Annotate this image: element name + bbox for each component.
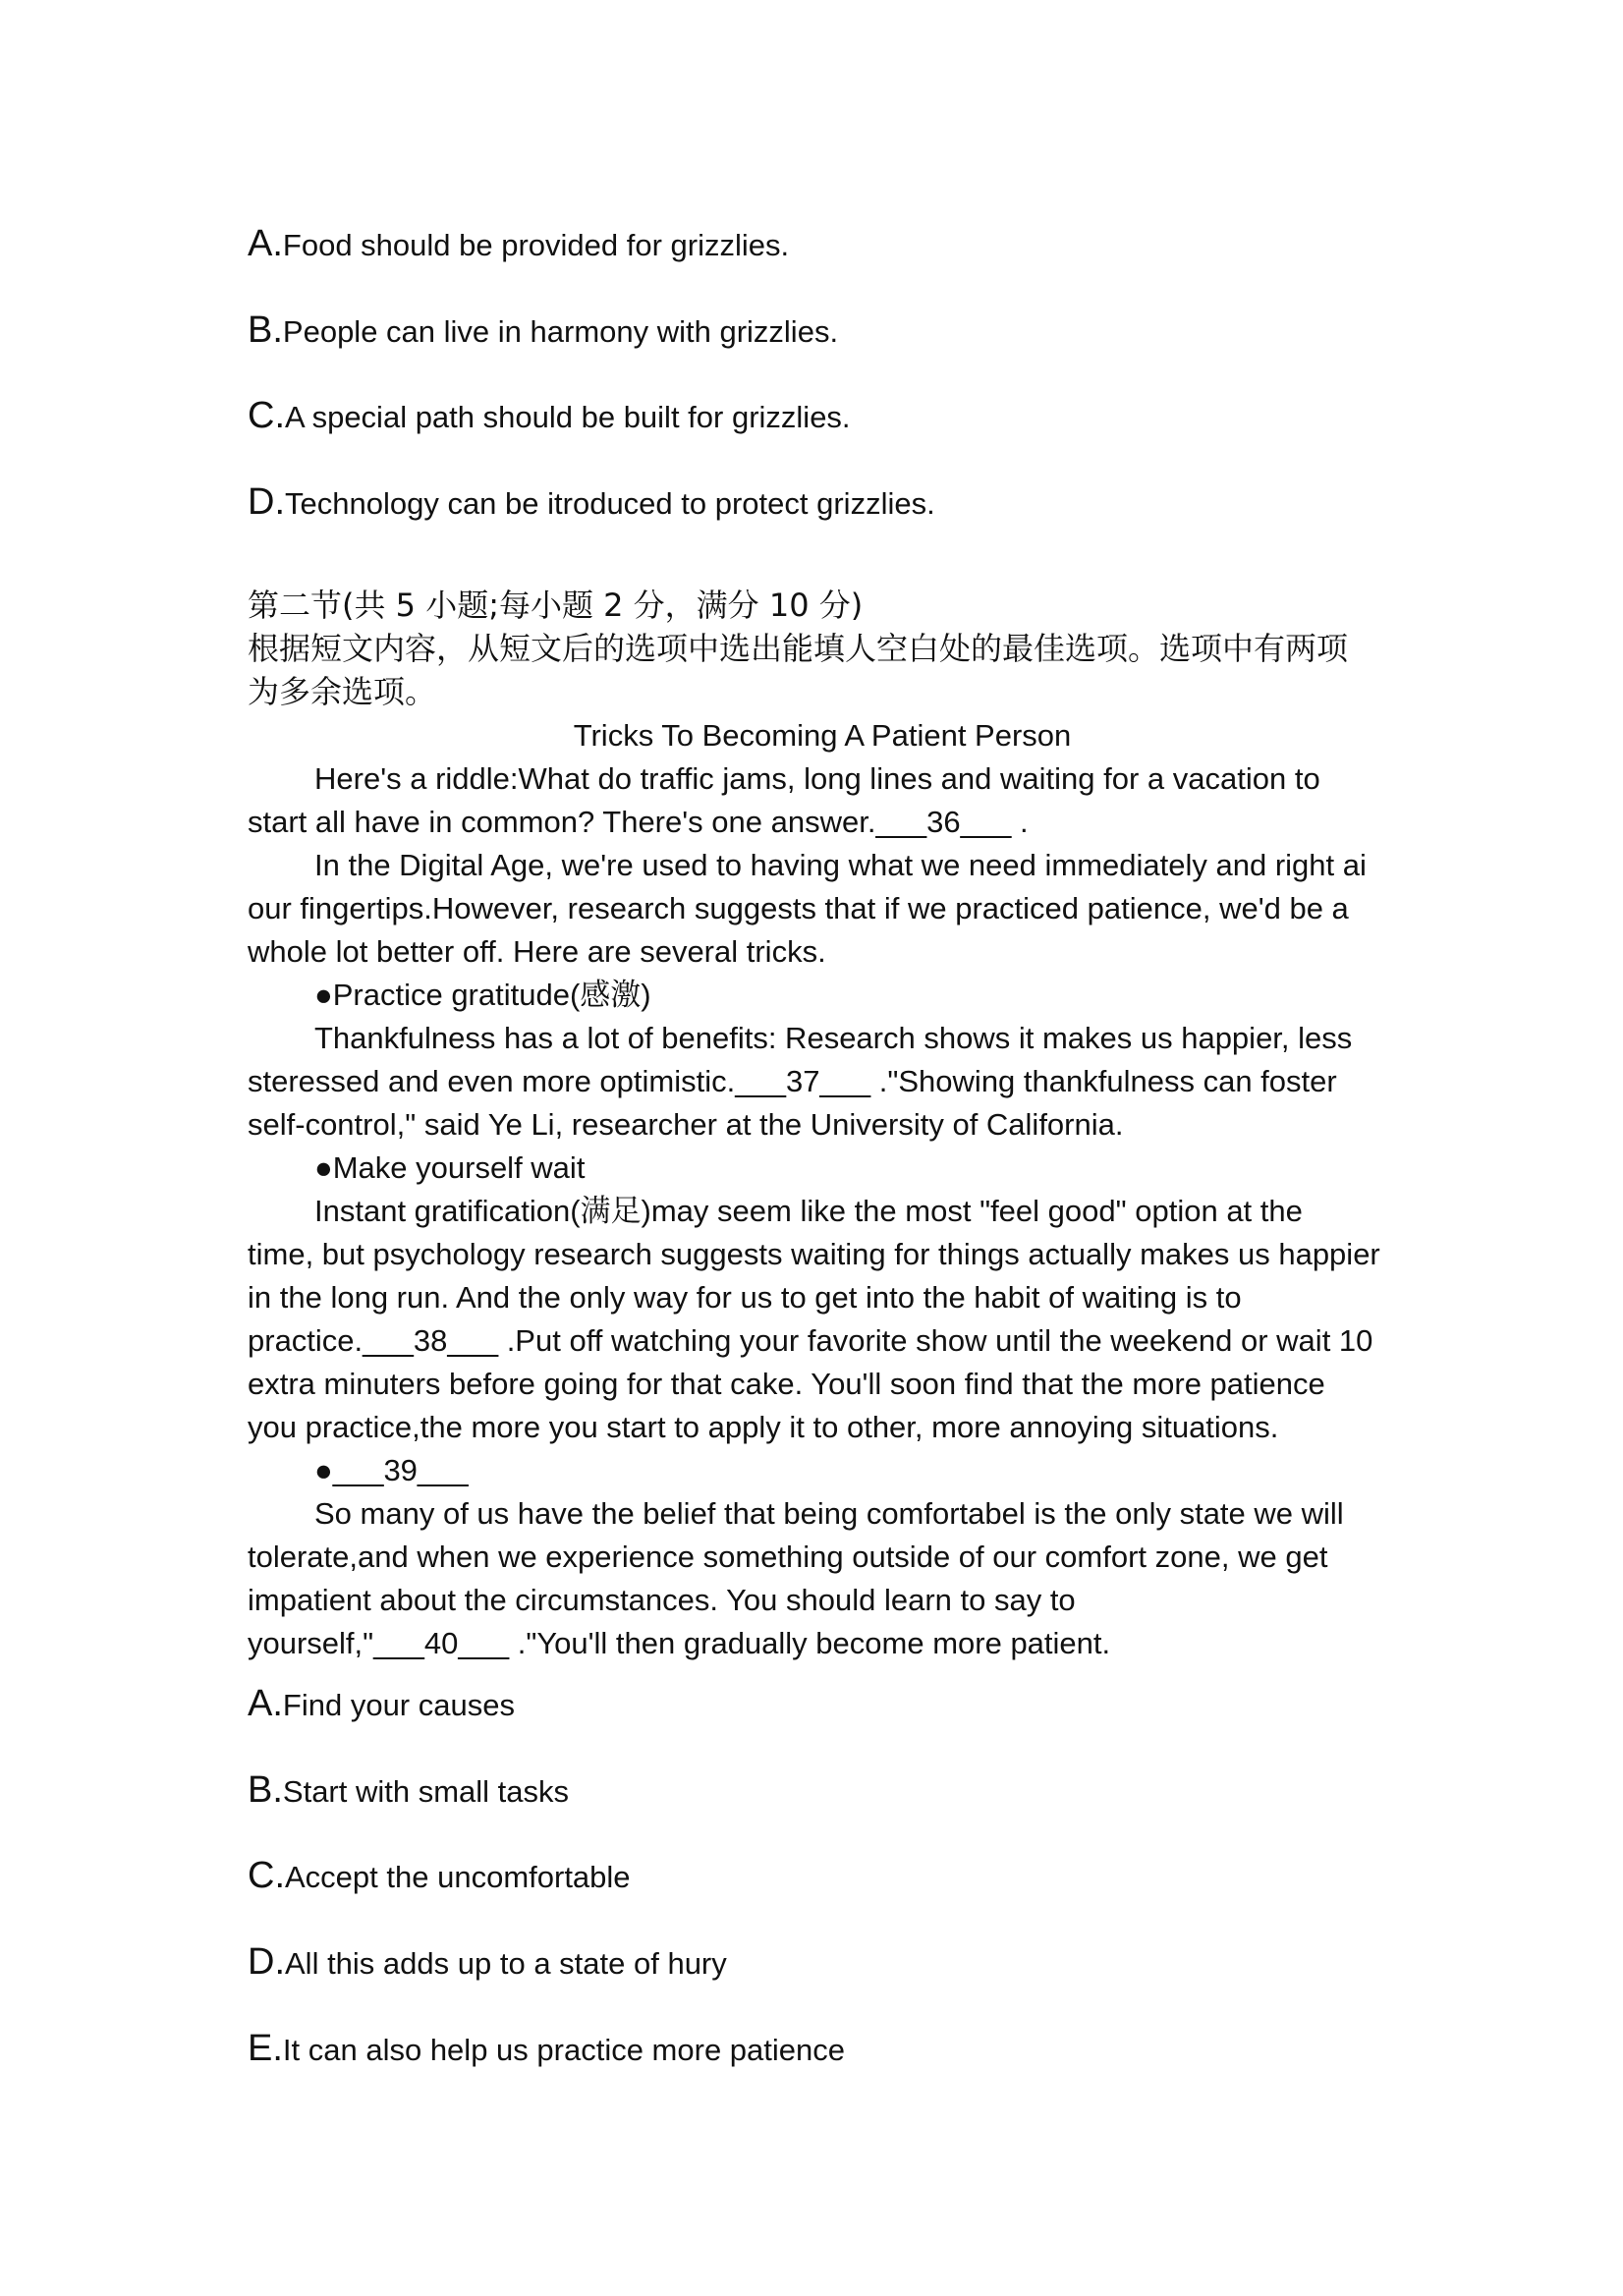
option-text: It can also help us practice more patience [282,2033,845,2067]
passage-subheading: ●Practice gratitude(感激) [314,978,651,1012]
passage-line: our fingertips.However, research suggests that if we practiced patience, we'd be a [248,891,1349,925]
option-top-a [248,224,789,265]
option-text: A special path should be built for grizzlies. [285,400,851,434]
option-text: Technology can be itroduced to protect grizzlies. [285,486,935,521]
option-letter: D. [248,1941,285,1983]
passage-line: impatient about the circumstances. You should learn to say to [248,1583,1076,1617]
passage [248,714,1397,1665]
passage-line: steressed and even more optimistic.___37___ ."Showing thankfulness can foster [248,1064,1337,1098]
option-bottom-b [248,1770,569,1812]
section-heading: 第二节(共 5 小题;每小题 2 分，满分 10 分) [248,587,864,624]
passage-line: In the Digital Age, we're used to having what we need immediately and right ai [314,848,1367,882]
option-letter: C. [248,395,285,436]
passage-line: extra minuters before going for that cake. You'll soon find that the more patience [248,1367,1325,1401]
option-text: Food should be provided for grizzlies. [282,228,790,262]
passage-title: Tricks To Becoming A Patient Person [573,718,1072,753]
passage-line: time, but psychology research suggests waiting for things actually makes us happier [248,1237,1380,1271]
option-letter: B. [248,1769,283,1811]
option-text: Start with small tasks [282,1774,570,1809]
passage-line: start all have in common? There's one answer.___36___ . [248,805,1029,839]
passage-line: Instant gratification(满足)may seem like the most "feel good" option at the [314,1194,1303,1228]
option-letter: C. [248,1855,285,1896]
passage-subheading: ●Make yourself wait [314,1150,586,1185]
passage-subheading: ●___39___ [314,1453,469,1487]
passage-line: whole lot better off. Here are several tricks. [248,934,826,969]
option-letter: A. [248,1683,283,1724]
option-text: All this adds up to a state of hury [285,1946,727,1981]
option-letter: E. [248,2028,283,2069]
option-top-b [248,310,838,352]
passage-line: self-control," said Ye Li, researcher at the University of California. [248,1107,1124,1142]
option-letter: B. [248,309,283,351]
option-top-c [248,396,851,437]
passage-line: Thankfulness has a lot of benefits: Research shows it makes us happier, less [314,1021,1353,1055]
passage-line: you practice,the more you start to apply it to other, more annoying situations. [248,1410,1279,1444]
passage-line: So many of us have the belief that being comfortabel is the only state we will [314,1496,1344,1531]
section-instruction-line: 根据短文内容，从短文后的选项中选出能填人空白处的最佳选项。选项中有两项 [248,630,1349,667]
option-letter: A. [248,223,283,264]
option-bottom-e [248,2029,845,2070]
option-letter: D. [248,481,285,523]
option-bottom-a [248,1684,515,1725]
passage-line: yourself,"___40___ ."You'll then gradually become more patient. [248,1626,1111,1660]
passage-line: practice.___38___ .Put off watching your favorite show until the weekend or wait 10 [248,1323,1373,1358]
passage-line: Here's a riddle:What do traffic jams, long lines and waiting for a vacation to [314,761,1320,796]
option-text: Accept the uncomfortable [285,1860,631,1894]
passage-line: in the long run. And the only way for us to get into the habit of waiting is to [248,1280,1242,1315]
option-bottom-c [248,1856,631,1897]
option-text: People can live in harmony with grizzlies. [282,314,839,349]
section-instruction-line: 为多余选项。 [248,673,437,710]
passage-line: tolerate,and when we experience something outside of our comfort zone, we get [248,1540,1328,1574]
section-header [248,584,1397,713]
option-bottom-d [248,1942,727,1984]
option-top-d [248,482,935,524]
option-text: Find your causes [282,1688,515,1722]
